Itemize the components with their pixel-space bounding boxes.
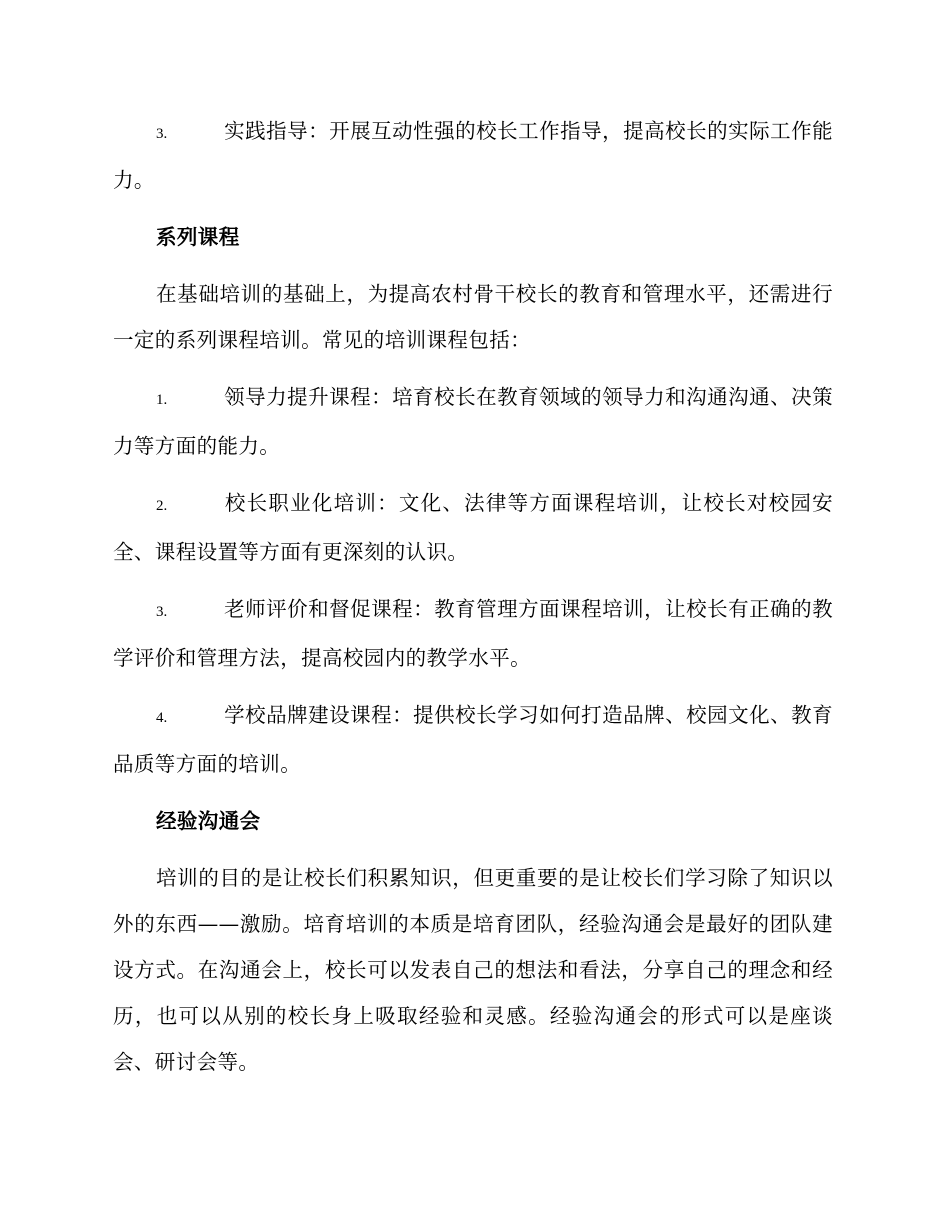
section-heading-experience-exchange: 经验沟通会 xyxy=(156,809,261,833)
list-number: 1. xyxy=(156,392,168,408)
list-item-text: 校长职业化培训：文化、法律等方面课程培训，让校长对校园安全、课程设置等方面有更深刻的认识。 xyxy=(113,491,833,564)
list-item-text: 领导力提升课程：培育校长在教育领域的领导力和沟通沟通、决策力等方面的能力。 xyxy=(113,385,833,458)
list-number: 2. xyxy=(156,498,168,514)
list-item-text: 老师评价和督促课程：教育管理方面课程培训，让校长有正确的教学评价和管理方法，提高校园内的教学水平。 xyxy=(113,597,833,670)
body-paragraph: 培训的目的是让校长们积累知识，但更重要的是让校长们学习除了知识以外的东西——激励。培育培训的本质是培育团队，经验沟通会是最好的团队建设方式。在沟通会上，校长可以发表自己的想法和看法，分享自己的理念和经历，也可以从别的校长身上吸取经验和灵感。经验沟通会的形式可以是座谈会、研讨会等。 xyxy=(113,866,833,1074)
list-item xyxy=(113,692,833,787)
section-intro-paragraph: 在基础培训的基础上，为提高农村骨干校长的教育和管理水平，还需进行一定的系列课程培训。常见的培训课程包括： xyxy=(113,282,833,352)
list-number: 3. xyxy=(156,604,168,620)
document-page xyxy=(113,108,833,1096)
list-item xyxy=(113,374,833,469)
list-number: 4. xyxy=(156,710,168,726)
list-number: 3. xyxy=(156,126,168,142)
section-heading-series-courses: 系列课程 xyxy=(156,225,240,249)
list-item xyxy=(113,108,833,203)
list-item-text: 实践指导：开展互动性强的校长工作指导，提高校长的实际工作能力。 xyxy=(113,119,833,192)
list-item xyxy=(113,586,833,681)
list-item xyxy=(113,480,833,575)
list-item-text: 学校品牌建设课程：提供校长学习如何打造品牌、校园文化、教育品质等方面的培训。 xyxy=(113,703,833,776)
